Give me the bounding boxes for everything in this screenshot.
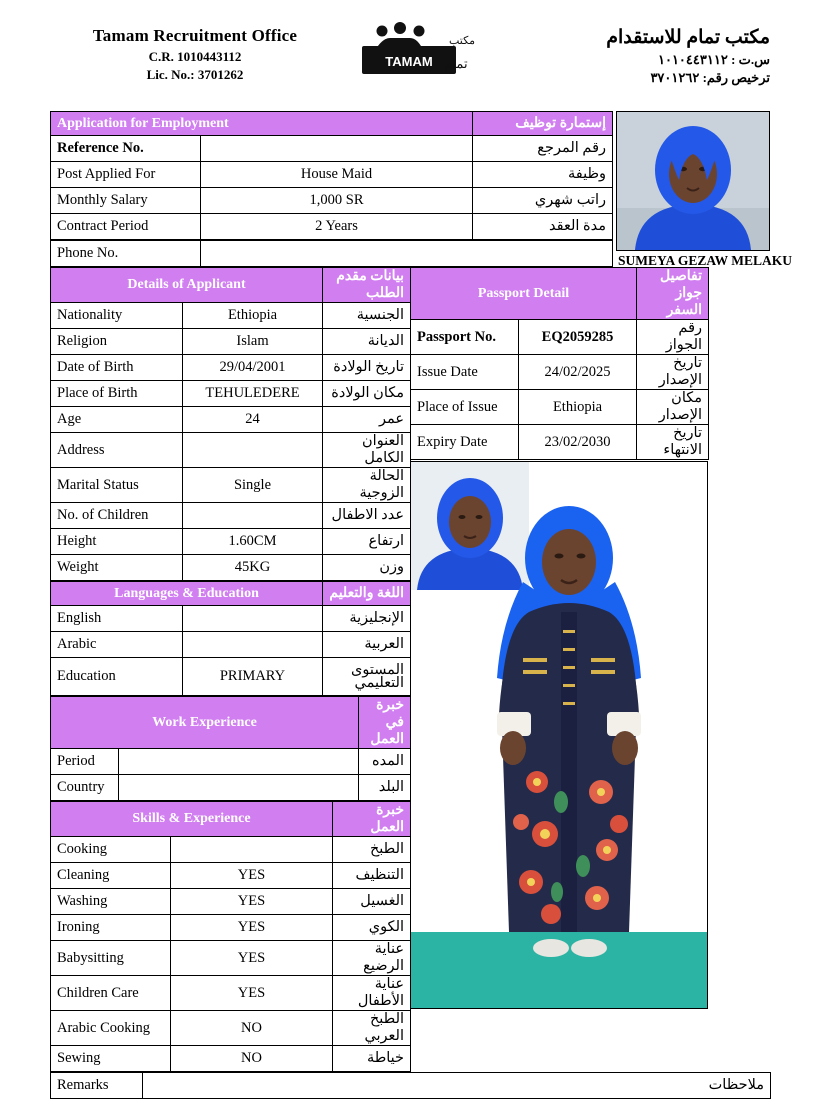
arabic-value[interactable] [183, 632, 323, 658]
washing-label-ar: الغسيل [333, 889, 411, 915]
passport-no-value[interactable]: EQ2059285 [519, 320, 637, 355]
arabic-cooking-label-ar: الطبخ العربي [333, 1011, 411, 1046]
table-row [51, 632, 411, 658]
no-of-children-value[interactable] [183, 503, 323, 529]
age-label-ar: عمر [323, 407, 411, 433]
place-of-issue-label-ar: مكان الإصدار [637, 390, 709, 425]
passport-band-en: Passport Detail [411, 268, 637, 320]
reference-no-label-ar: رقم المرجع [473, 136, 613, 162]
table-row [51, 775, 411, 801]
languages-band-en: Languages & Education [51, 582, 323, 606]
children-care-label: Children Care [51, 976, 171, 1011]
height-value[interactable]: 1.60CM [183, 529, 323, 555]
svg-text:تمام: تمام [444, 56, 468, 71]
weight-label: Weight [51, 555, 183, 581]
table-row [51, 136, 613, 162]
arabic-cooking-label: Arabic Cooking [51, 1011, 171, 1046]
work-band-row [51, 697, 411, 749]
skills-band-row [51, 802, 411, 837]
place-of-birth-label-ar: مكان الولادة [323, 381, 411, 407]
applicant-full-body-photo [410, 461, 708, 1009]
arabic-cooking-value[interactable]: NO [171, 1011, 333, 1046]
contract-period-label-ar: مدة العقد [473, 214, 613, 240]
weight-label-ar: وزن [323, 555, 411, 581]
expiry-date-value[interactable]: 23/02/2030 [519, 425, 637, 460]
table-row [51, 976, 411, 1011]
left-column [50, 267, 410, 1072]
children-care-value[interactable]: YES [171, 976, 333, 1011]
age-value[interactable]: 24 [183, 407, 323, 433]
table-row [51, 162, 613, 188]
age-label: Age [51, 407, 183, 433]
table-row [51, 837, 411, 863]
table-row [51, 941, 411, 976]
table-row [51, 1011, 411, 1046]
issue-date-label-ar: تاريخ الإصدار [637, 355, 709, 390]
remarks-label-ar: ملاحظات [143, 1073, 771, 1099]
children-care-label-ar: عناية الأطفال [333, 976, 411, 1011]
work-period-label-ar: المده [359, 749, 411, 775]
cooking-label-ar: الطبخ [333, 837, 411, 863]
contract-period-value[interactable]: 2 Years [201, 214, 473, 240]
details-band-ar: بيانات مقدم الطلب [323, 268, 411, 303]
table-row [411, 320, 709, 355]
table-row [51, 863, 411, 889]
sewing-label: Sewing [51, 1046, 171, 1072]
issue-date-label: Issue Date [411, 355, 519, 390]
contract-period-label: Contract Period [51, 214, 201, 240]
cleaning-label-ar: التنظيف [333, 863, 411, 889]
phone-no-label: Phone No. [51, 241, 201, 267]
monthly-salary-value[interactable]: 1,000 SR [201, 188, 473, 214]
reference-no-label: Reference No. [51, 136, 201, 162]
work-experience-table [50, 696, 411, 801]
arabic-label: Arabic [51, 632, 183, 658]
nationality-label: Nationality [51, 303, 183, 329]
no-of-children-label: No. of Children [51, 503, 183, 529]
date-of-birth-label-ar: تاريخ الولادة [323, 355, 411, 381]
cooking-label: Cooking [51, 837, 171, 863]
table-row [51, 433, 411, 468]
babysitting-value[interactable]: YES [171, 941, 333, 976]
table-row [51, 529, 411, 555]
table-row [51, 188, 613, 214]
education-value[interactable]: PRIMARY [183, 658, 323, 696]
passport-band-row [411, 268, 709, 320]
work-band-ar: خبرة في العمل [359, 697, 411, 749]
marital-status-value[interactable]: Single [183, 468, 323, 503]
post-applied-value[interactable]: House Maid [201, 162, 473, 188]
details-band-en: Details of Applicant [51, 268, 323, 303]
detail-columns [50, 267, 770, 1072]
babysitting-label-ar: عناية الرضيع [333, 941, 411, 976]
skills-band-en: Skills & Experience [51, 802, 333, 837]
education-label-ar: المستوى التعليمي [323, 658, 411, 696]
form-body [50, 111, 793, 1099]
english-value[interactable] [183, 606, 323, 632]
table-row [51, 241, 613, 267]
svg-text:مكتب: مكتب [448, 35, 476, 47]
work-country-label-ar: البلد [359, 775, 411, 801]
cleaning-value[interactable]: YES [171, 863, 333, 889]
post-applied-label: Post Applied For [51, 162, 201, 188]
babysitting-label: Babysitting [51, 941, 171, 976]
passport-detail-table [410, 267, 709, 460]
languages-band-ar: اللغة والتعليم [323, 582, 411, 606]
remarks-label: Remarks [51, 1073, 143, 1099]
table-row [51, 749, 411, 775]
languages-education-table [50, 581, 411, 696]
table-row [51, 407, 411, 433]
religion-value[interactable]: Islam [183, 329, 323, 355]
table-row [51, 214, 613, 240]
address-label-ar: العنوان الكامل [323, 433, 411, 468]
application-table [50, 111, 613, 240]
ironing-value[interactable]: YES [171, 915, 333, 941]
table-row [51, 381, 411, 407]
table-row [411, 390, 709, 425]
monthly-salary-label: Monthly Salary [51, 188, 201, 214]
marital-status-label-ar: الحالة الزوجية [323, 468, 411, 503]
application-band-row [51, 112, 613, 136]
english-label: English [51, 606, 183, 632]
issue-date-value[interactable]: 24/02/2025 [519, 355, 637, 390]
work-period-label: Period [51, 749, 119, 775]
sewing-label-ar: خياطة [333, 1046, 411, 1072]
work-band-en: Work Experience [51, 697, 359, 749]
skills-band-ar: خبرة العمل [333, 802, 411, 837]
header-right-block [470, 26, 770, 86]
sewing-value[interactable]: NO [171, 1046, 333, 1072]
office-cr-ar: س.ت : ١٠١٠٤٤٣١١٢ [657, 52, 770, 67]
office-cr-en: C.R. 1010443112 [148, 49, 242, 64]
languages-band-row [51, 582, 411, 606]
place-of-birth-label: Place of Birth [51, 381, 183, 407]
date-of-birth-label: Date of Birth [51, 355, 183, 381]
ironing-label-ar: الكوي [333, 915, 411, 941]
applicant-portrait-photo [616, 111, 770, 251]
application-band-ar: إستمارة توظيف [473, 112, 613, 136]
table-row [51, 355, 411, 381]
table-row [411, 425, 709, 460]
tamam-logo-icon [334, 22, 484, 80]
table-row [51, 606, 411, 632]
table-row [51, 329, 411, 355]
cooking-value[interactable] [171, 837, 333, 863]
cleaning-label: Cleaning [51, 863, 171, 889]
table-row [411, 355, 709, 390]
monthly-salary-label-ar: راتب شهري [473, 188, 613, 214]
table-row [51, 915, 411, 941]
place-of-birth-value[interactable]: TEHULEDERE [183, 381, 323, 407]
place-of-issue-label: Place of Issue [411, 390, 519, 425]
table-row [51, 1046, 411, 1072]
passport-band-ar: تفاصيل جواز السفر [637, 268, 709, 320]
education-label: Education [51, 658, 183, 696]
office-license-ar: ترخيص رقم: ٣٧٠١٢٦٢ [650, 70, 770, 85]
details-of-applicant-table [50, 267, 411, 581]
table-row [51, 503, 411, 529]
weight-value[interactable]: 45KG [183, 555, 323, 581]
table-row [51, 555, 411, 581]
table-row [51, 303, 411, 329]
table-row [51, 1073, 771, 1099]
washing-label: Washing [51, 889, 171, 915]
table-row [51, 658, 411, 696]
remarks-table [50, 1072, 771, 1099]
work-country-value[interactable] [119, 775, 359, 801]
height-label-ar: ارتفاع [323, 529, 411, 555]
arabic-label-ar: العربية [323, 632, 411, 658]
application-section [50, 111, 793, 268]
place-of-issue-value[interactable]: Ethiopia [519, 390, 637, 425]
table-row [51, 468, 411, 503]
reference-no-value[interactable] [201, 136, 473, 162]
work-country-label: Country [51, 775, 119, 801]
passport-no-label: Passport No. [411, 320, 519, 355]
office-name-en: Tamam Recruitment Office [92, 26, 298, 45]
phone-no-value[interactable] [201, 241, 613, 267]
right-column [410, 267, 770, 1072]
svg-text:TAMAM: TAMAM [385, 54, 433, 69]
address-value[interactable] [183, 433, 323, 468]
work-period-value[interactable] [119, 749, 359, 775]
nationality-label-ar: الجنسية [323, 303, 411, 329]
office-license-en: Lic. No.: 3701262 [146, 67, 244, 82]
expiry-date-label: Expiry Date [411, 425, 519, 460]
address-label: Address [51, 433, 183, 468]
details-band-row [51, 268, 411, 303]
application-band-en: Application for Employment [51, 112, 473, 136]
english-label-ar: الإنجليزية [323, 606, 411, 632]
table-row [51, 889, 411, 915]
washing-value[interactable]: YES [171, 889, 333, 915]
phone-table [50, 240, 613, 267]
religion-label: Religion [51, 329, 183, 355]
header-left-block [45, 26, 345, 83]
ironing-label: Ironing [51, 915, 171, 941]
passport-no-label-ar: رقم الجواز [637, 320, 709, 355]
religion-label-ar: الديانة [323, 329, 411, 355]
nationality-value[interactable]: Ethiopia [183, 303, 323, 329]
expiry-date-label-ar: تاريخ الانتهاء [637, 425, 709, 460]
date-of-birth-value[interactable]: 29/04/2001 [183, 355, 323, 381]
office-name-ar: مكتب تمام للاستقدام [606, 27, 770, 48]
applicant-name: SUMEYA GEZAW MELAKU [618, 253, 793, 268]
document-header [0, 18, 818, 86]
post-applied-label-ar: وظيفة [473, 162, 613, 188]
marital-status-label: Marital Status [51, 468, 183, 503]
skills-experience-table [50, 801, 411, 1072]
height-label: Height [51, 529, 183, 555]
no-of-children-label-ar: عدد الاطفال [323, 503, 411, 529]
